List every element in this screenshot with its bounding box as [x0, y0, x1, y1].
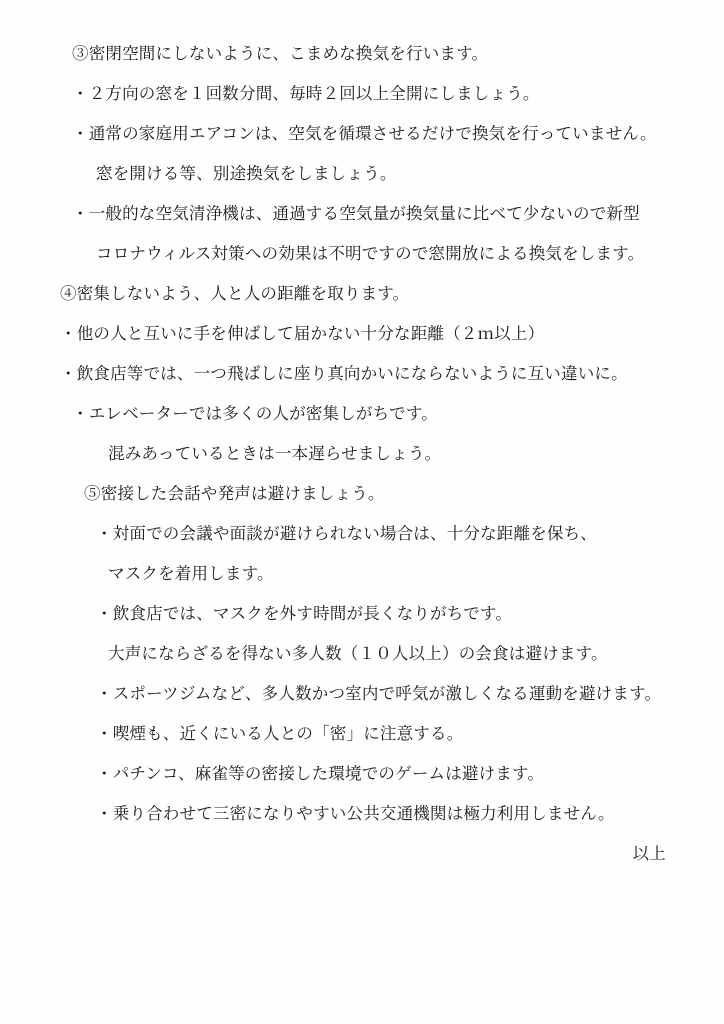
section-4-heading: ④密集しないよう、人と人の距離を取ります。: [60, 284, 410, 303]
section-3-bullet-2-continued: 窓を開ける等、別途換気をしましょう。: [96, 164, 397, 183]
section-3-bullet-3: ・一般的な空気清浄機は、通過する空気量が換気量に比べて少ないので新型: [72, 204, 640, 223]
section-5-bullet-2-continued: 大声にならざるを得ない多人数（１０人以上）の会食は避けます。: [108, 644, 608, 663]
section-5-bullet-4: ・喫煙も、近くにいる人との「密」に注意する。: [96, 724, 464, 743]
section-5-heading: ⑤密接した会話や発声は避けましょう。: [84, 484, 385, 503]
section-3-bullet-1: ・２方向の窓を１回数分間、毎時２回以上全開にしましょう。: [72, 84, 540, 103]
section-3-heading: ③密閉空間にしないように、こまめな換気を行います。: [72, 44, 489, 63]
section-4-bullet-1: ・他の人と互いに手を伸ばして届かない十分な距離（２ｍ以上）: [60, 324, 545, 343]
section-4-bullet-3-continued: 混みあっているときは一本遅らせましょう。: [108, 444, 442, 463]
section-5-bullet-1-continued: マスクを着用します。: [108, 564, 274, 583]
document-body: [60, 46, 680, 886]
section-5-bullet-3: ・スポーツジムなど、多人数かつ室内で呼気が激しくなる運動を避けます。: [96, 684, 662, 703]
section-5-bullet-2: ・飲食店では、マスクを外す時間が長くなりがちです。: [96, 604, 513, 623]
section-4-bullet-2: ・飲食店等では、一つ飛ばしに座り真向かいにならないように互い違いに。: [60, 364, 628, 383]
section-5-bullet-1: ・対面での会議や面談が避けられない場合は、十分な距離を保ち、: [96, 524, 597, 543]
closing-text: 以上: [632, 844, 666, 863]
section-3-bullet-2: ・通常の家庭用エアコンは、空気を循環させるだけで換気を行っていません。: [72, 124, 657, 143]
section-4-bullet-3: ・エレベーターでは多くの人が密集しがちです。: [72, 404, 438, 423]
section-3-bullet-3-continued: コロナウィルス対策への効果は不明ですので窓開放による換気をします。: [96, 244, 645, 263]
section-5-bullet-6: ・乗り合わせて三密になりやすい公共交通機関は極力利用しません。: [96, 804, 615, 823]
section-5-bullet-5: ・パチンコ、麻雀等の密接した環境でのゲームは避けます。: [96, 764, 545, 783]
